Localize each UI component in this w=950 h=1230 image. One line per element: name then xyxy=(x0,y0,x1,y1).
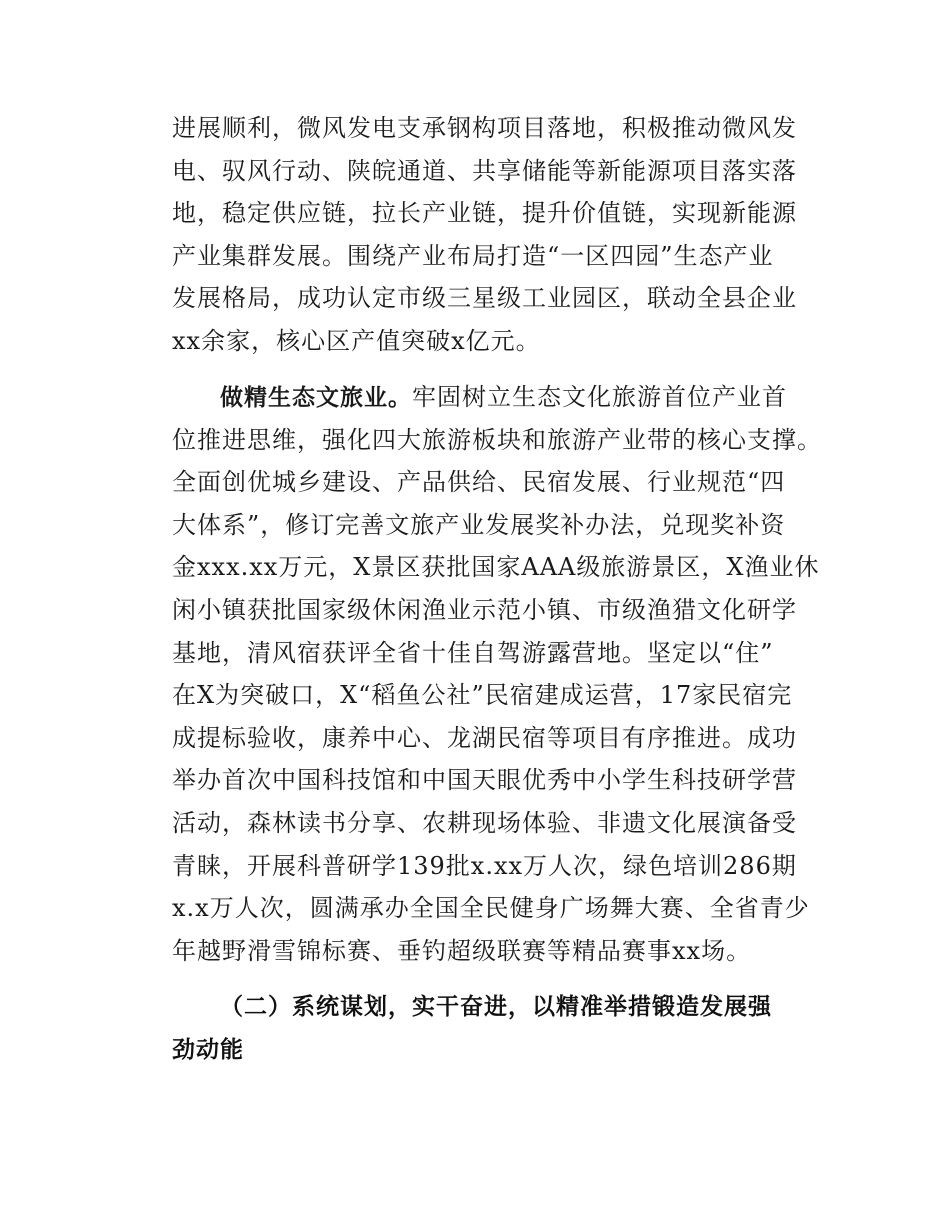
text-line: 活动，森林读书分享、农耕现场体验、非遗文化展演备受 xyxy=(172,808,797,837)
text-line: 闲小镇获批国家级休闲渔业示范小镇、市级渔猎文化研学 xyxy=(172,595,797,624)
text-line: 大体系”，修订完善文旅产业发展奖补办法，兑现奖补资 xyxy=(172,510,786,539)
text-line: 在X为突破口，X“稻鱼公社”民宿建成运营，17家民宿完 xyxy=(172,681,793,710)
paragraph-lead-rest: 牢固树立生态文化旅游首位产业首 xyxy=(412,383,787,411)
text-line-first xyxy=(172,376,812,419)
paragraph-eco-tourism xyxy=(172,376,822,972)
text-line: x.x万人次，圆满承办全国全民健身广场舞大赛、全省青少 xyxy=(172,894,810,923)
paragraph-industry xyxy=(172,107,812,363)
text-line: xx余家，核心区产值突破x亿元。 xyxy=(172,326,541,355)
text-line: 地，稳定供应链，拉长产业链，提升价值链，实现新能源 xyxy=(172,199,797,228)
text-line: 进展顺利，微风发电支承钢构项目落地，积极推动微风发 xyxy=(172,114,797,142)
text-line: 年越野滑雪锦标赛、垂钓超级联赛等精品赛事xx场。 xyxy=(172,936,752,965)
heading-line: 劲动能 xyxy=(172,1037,244,1063)
heading-line: （二）系统谋划，实干奋进，以精准举措锻造发展强 xyxy=(220,994,772,1020)
text-line: 举办首次中国科技馆和中国天眼优秀中小学生科技研学营 xyxy=(172,766,797,795)
section-heading xyxy=(172,986,832,1072)
text-line: 成提标验收，康养中心、龙湖民宿等项目有序推进。成功 xyxy=(172,723,797,752)
text-line: 青睐，开展科普研学139批x.xx万人次，绿色培训286期 xyxy=(172,851,797,880)
text-line: 基地，清风宿获评全省十佳自驾游露营地。坚定以“住” xyxy=(172,638,774,667)
text-line: 金xxx.xx万元，X景区获批国家AAA级旅游景区，X渔业休 xyxy=(172,553,820,582)
text-line: 发展格局，成功认定市级三星级工业园区，联动全县企业 xyxy=(172,284,797,313)
text-line: 产业集群发展。围绕产业布局打造“一区四园”生态产业 xyxy=(172,241,774,270)
text-line: 全面创优城乡建设、产品供给、民宿发展、行业规范“四 xyxy=(172,468,786,497)
paragraph-lead: 做精生态文旅业。 xyxy=(220,385,412,411)
text-line: 位推进思维，强化四大旅游板块和旅游产业带的核心支撑。 xyxy=(172,425,822,454)
text-line: 电、驭风行动、陕皖通道、共享储能等新能源项目落实落 xyxy=(172,156,797,185)
